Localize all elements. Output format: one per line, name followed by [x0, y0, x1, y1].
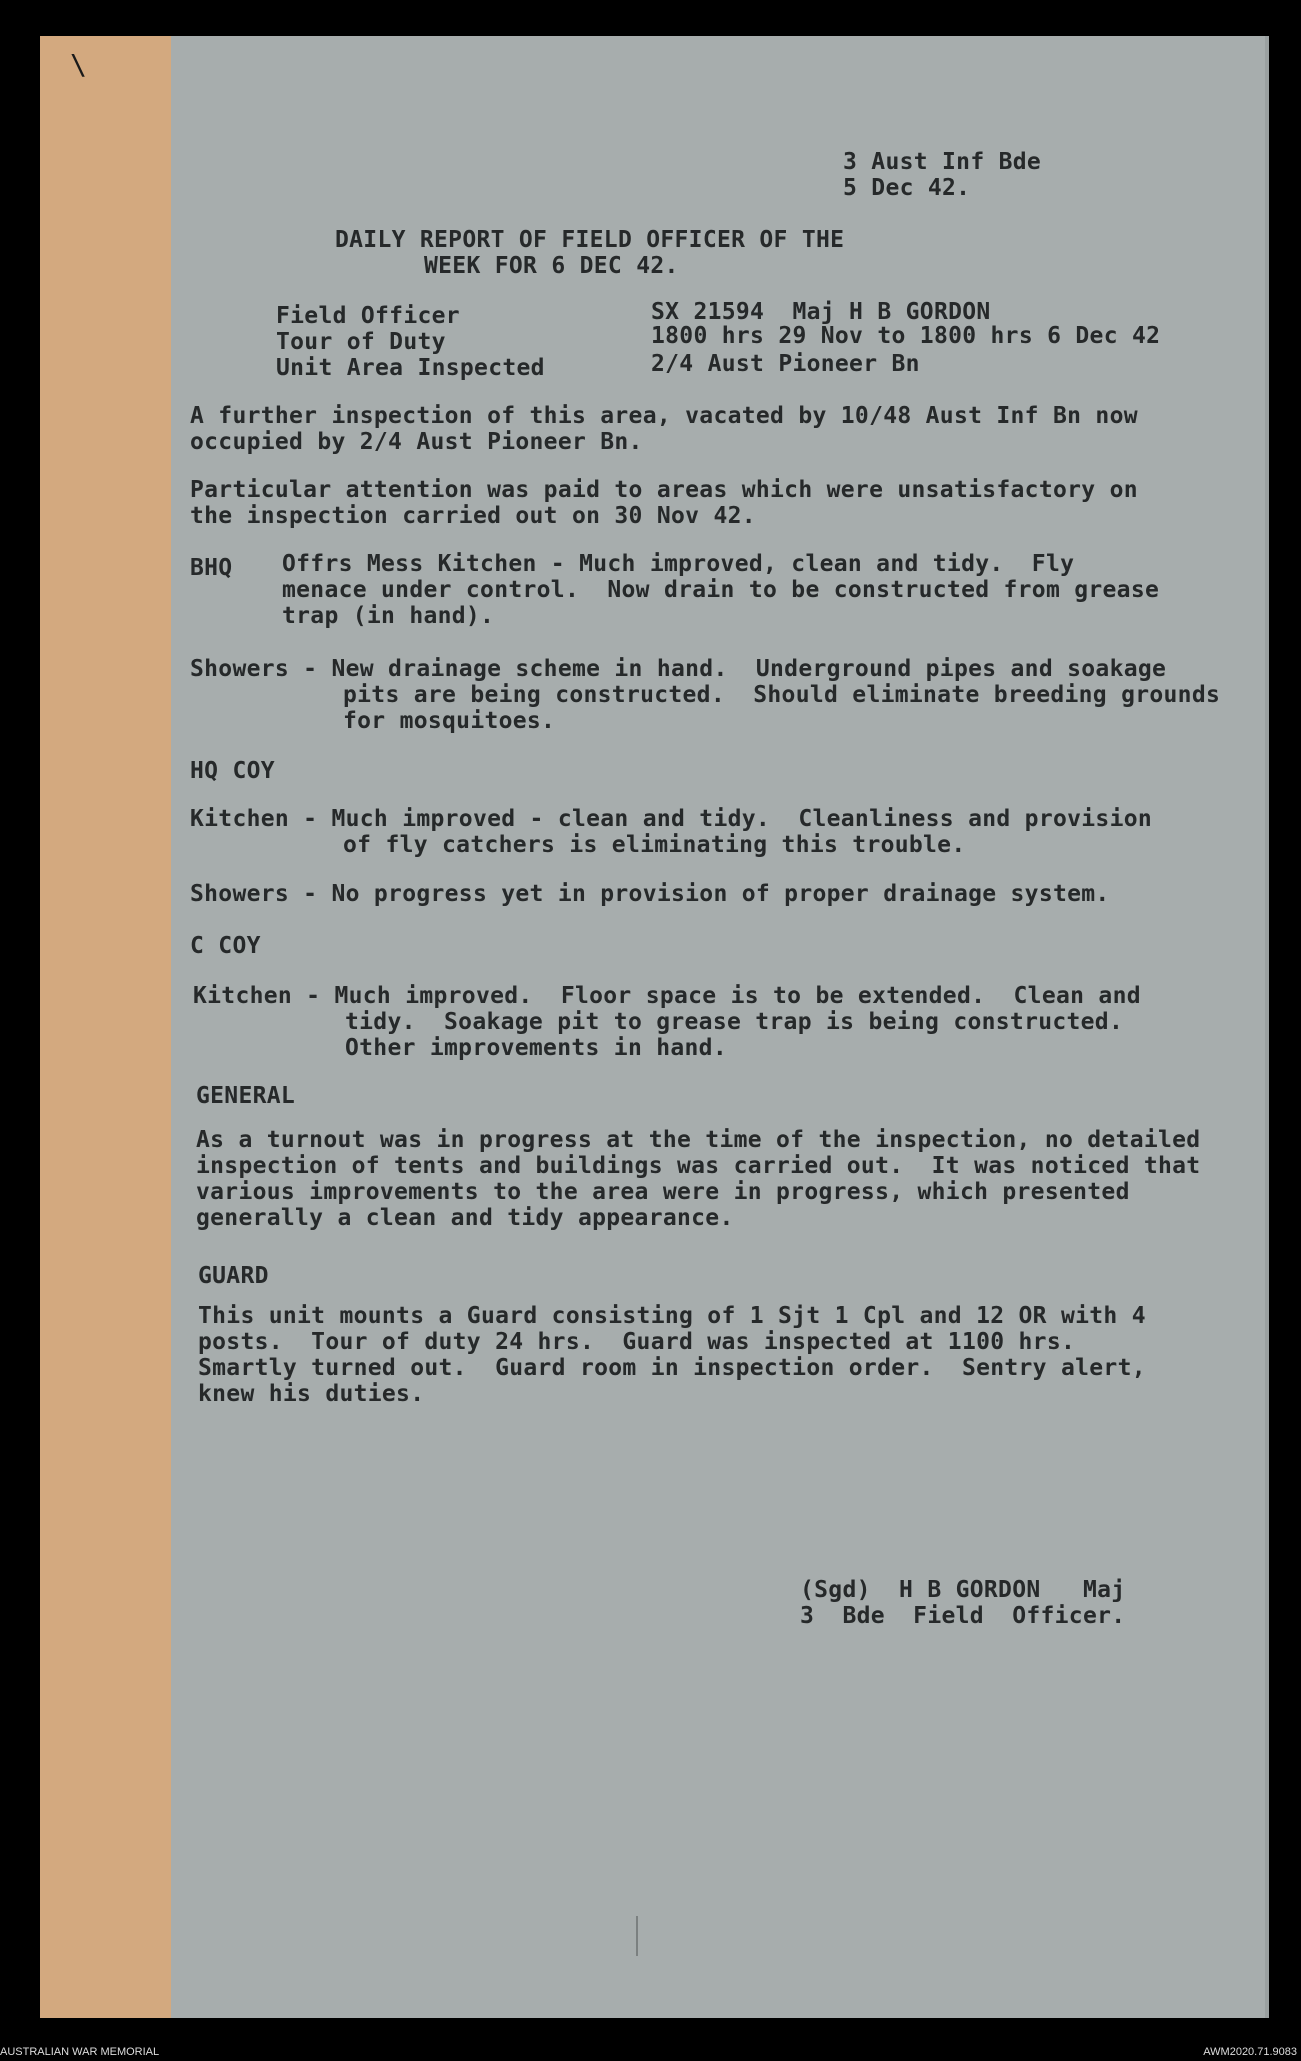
- field-label: Field Officer: [276, 303, 460, 329]
- bhq-line: trap (in hand).: [282, 603, 495, 629]
- bhq-line: menace under control. Now drain to be constructed from grease: [282, 577, 1160, 603]
- c-coy-line: Kitchen - Much improved. Floor space is to be extended. Clean and: [193, 983, 1141, 1009]
- c-coy-line: tidy. Soakage pit to grease trap is being constructed.: [345, 1009, 1124, 1035]
- header-date: 5 Dec 42.: [843, 175, 971, 201]
- section-heading-general: GENERAL: [196, 1083, 296, 1109]
- field-label: Unit Area Inspected: [276, 355, 545, 381]
- signature-line: (Sgd) H B GORDON Maj: [800, 1577, 1126, 1603]
- general-line: generally a clean and tidy appearance.: [196, 1205, 734, 1231]
- bhq-line: Offrs Mess Kitchen - Much improved, clean and tidy. Fly: [282, 551, 1075, 577]
- paragraph-line: occupied by 2/4 Aust Pioneer Bn.: [190, 429, 643, 455]
- paragraph-line: the inspection carried out on 30 Nov 42.: [190, 503, 756, 529]
- pencil-mark: \: [70, 48, 87, 81]
- hq-coy-kitchen-line: Kitchen - Much improved - clean and tidy. Cleanliness and provision: [190, 806, 1153, 832]
- guard-line: This unit mounts a Guard consisting of 1 Sjt 1 Cpl and 12 OR with 4: [198, 1303, 1146, 1329]
- fold-mark: [636, 1916, 638, 1956]
- report-title-line2: WEEK FOR 6 DEC 42.: [424, 253, 679, 279]
- general-line: various improvements to the area were in progress, which presented: [196, 1179, 1130, 1205]
- paragraph-line: Particular attention was paid to areas which were unsatisfactory on: [190, 477, 1138, 503]
- field-label: Tour of Duty: [276, 329, 446, 355]
- signature-line: 3 Bde Field Officer.: [800, 1603, 1126, 1629]
- section-heading-hq-coy: HQ COY: [190, 758, 275, 784]
- showers-line: Showers - New drainage scheme in hand. Underground pipes and soakage: [190, 656, 1167, 682]
- c-coy-line: Other improvements in hand.: [345, 1035, 727, 1061]
- footer-accession-number: AWM2020.71.9083: [1203, 2046, 1297, 2058]
- section-heading-guard: GUARD: [198, 1263, 269, 1289]
- field-value: SX 21594 Maj H B GORDON: [651, 299, 991, 325]
- hq-coy-kitchen-line: of fly catchers is eliminating this trouble.: [343, 832, 966, 858]
- showers-line: for mosquitoes.: [343, 708, 556, 734]
- hq-coy-showers-line: Showers - No progress yet in provision of proper drainage system.: [190, 881, 1110, 907]
- report-title-line1: DAILY REPORT OF FIELD OFFICER OF THE: [335, 227, 845, 253]
- header-unit: 3 Aust Inf Bde: [843, 149, 1042, 175]
- showers-line: pits are being constructed. Should eliminate breeding grounds: [343, 682, 1221, 708]
- scan-edge: [1265, 36, 1269, 2018]
- guard-line: posts. Tour of duty 24 hrs. Guard was inspected at 1100 hrs.: [198, 1329, 1076, 1355]
- footer-institution: AUSTRALIAN WAR MEMORIAL: [0, 2046, 160, 2058]
- guard-line: knew his duties.: [198, 1381, 425, 1407]
- general-line: inspection of tents and buildings was carried out. It was noticed that: [196, 1153, 1201, 1179]
- general-line: As a turnout was in progress at the time of the inspection, no detailed: [196, 1127, 1201, 1153]
- section-heading-c-coy: C COY: [190, 933, 261, 959]
- paragraph-line: A further inspection of this area, vacated by 10/48 Aust Inf Bn now: [190, 403, 1138, 429]
- field-value: 2/4 Aust Pioneer Bn: [651, 351, 920, 377]
- section-label-bhq: BHQ: [190, 555, 233, 581]
- guard-line: Smartly turned out. Guard room in inspection order. Sentry alert,: [198, 1355, 1146, 1381]
- paper-edge-strip: [40, 36, 171, 2018]
- field-value: 1800 hrs 29 Nov to 1800 hrs 6 Dec 42: [651, 323, 1161, 349]
